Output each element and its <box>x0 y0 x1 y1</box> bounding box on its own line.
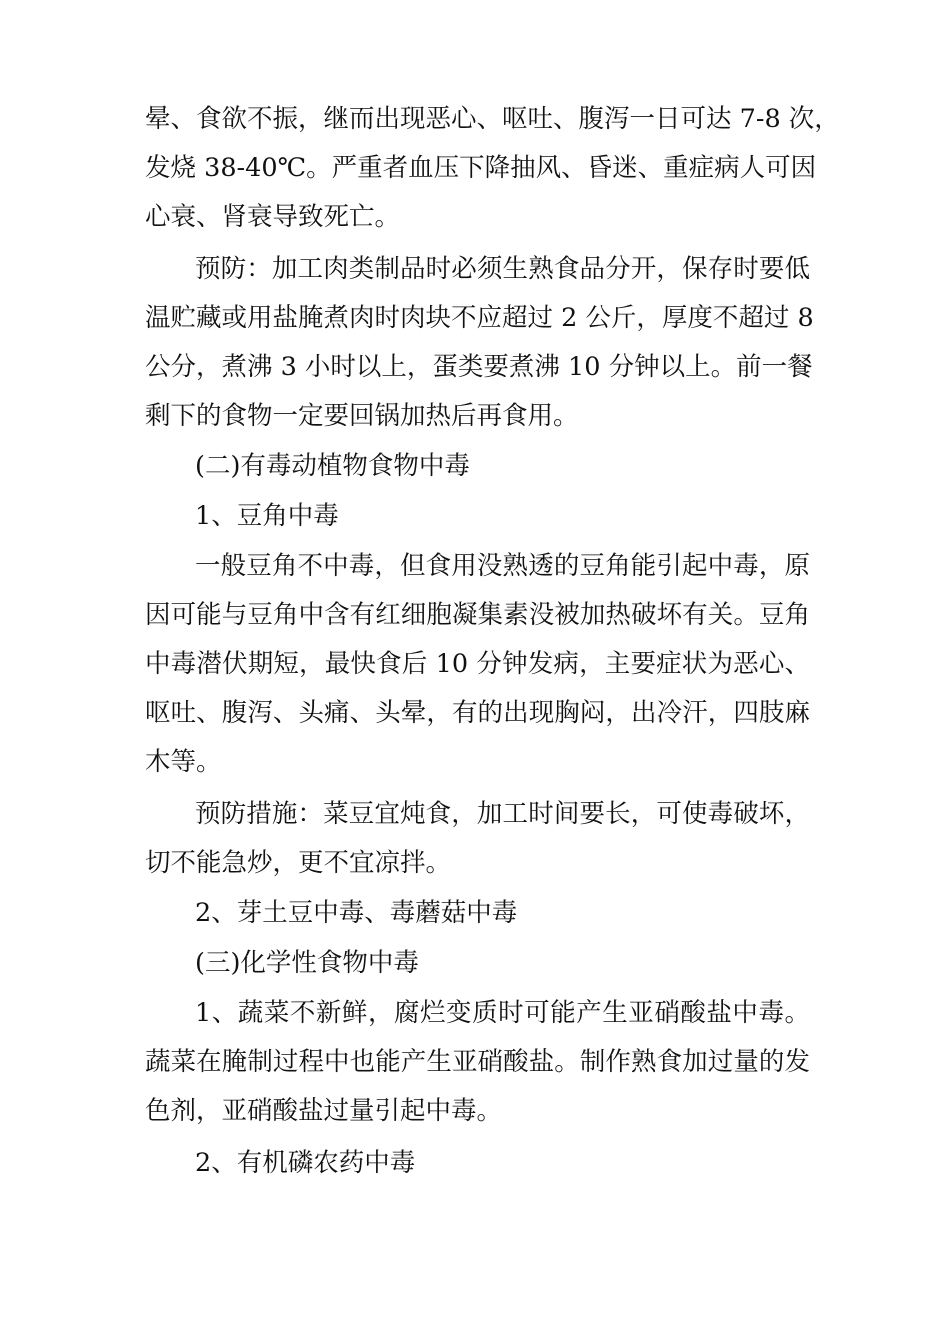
text-line: 心衰、肾衰导致死亡。 <box>145 202 401 232</box>
section-heading: (二)有毒动植物食物中毒 <box>195 451 470 481</box>
text-line: 切不能急炒，更不宜凉拌。 <box>145 848 452 878</box>
text-line: 温贮藏或用盐腌煮肉时肉块不应超过 2 公斤，厚度不超过 8 <box>145 303 814 333</box>
text-line: 色剂，亚硝酸盐过量引起中毒。 <box>145 1096 503 1126</box>
subsection-heading: 2、有机磷农药中毒 <box>195 1148 416 1178</box>
text-line: 因可能与豆角中含有红细胞凝集素没被加热破坏有关。豆角 <box>145 600 810 630</box>
text-line: 发烧 38-40℃。严重者血压下降抽风、昏迷、重症病人可因 <box>145 153 817 183</box>
text-line: 预防措施：菜豆宜炖食，加工时间要长，可使毒破坏， <box>195 799 810 829</box>
text-line: 公分，煮沸 3 小时以上，蛋类要煮沸 10 分钟以上。前一餐 <box>145 352 813 382</box>
section-heading: (三)化学性食物中毒 <box>195 948 419 978</box>
text-line: 预防：加工肉类制品时必须生熟食品分开，保存时要低 <box>195 254 810 284</box>
text-line: 一般豆角不中毒，但食用没熟透的豆角能引起中毒，原 <box>195 551 810 581</box>
text-line: 木等。 <box>145 747 222 777</box>
subsection-heading: 2、芽土豆中毒、毒蘑菇中毒 <box>195 898 518 928</box>
text-line: 晕、食欲不振，继而出现恶心、呕吐、腹泻一日可达 7-8 次， <box>145 104 840 134</box>
subsection-heading: 1、豆角中毒 <box>195 501 339 531</box>
text-line: 蔬菜在腌制过程中也能产生亚硝酸盐。制作熟食加过量的发 <box>145 1047 810 1077</box>
text-line: 中毒潜伏期短，最快食后 10 分钟发病，主要症状为恶心、 <box>145 649 810 679</box>
text-line: 剩下的食物一定要回锅加热后再食用。 <box>145 401 579 431</box>
text-line: 呕吐、腹泻、头痛、头晕，有的出现胸闷，出冷汗，四肢麻 <box>145 698 810 728</box>
text-line: 1、蔬菜不新鲜，腐烂变质时可能产生亚硝酸盐中毒。 <box>195 998 810 1028</box>
